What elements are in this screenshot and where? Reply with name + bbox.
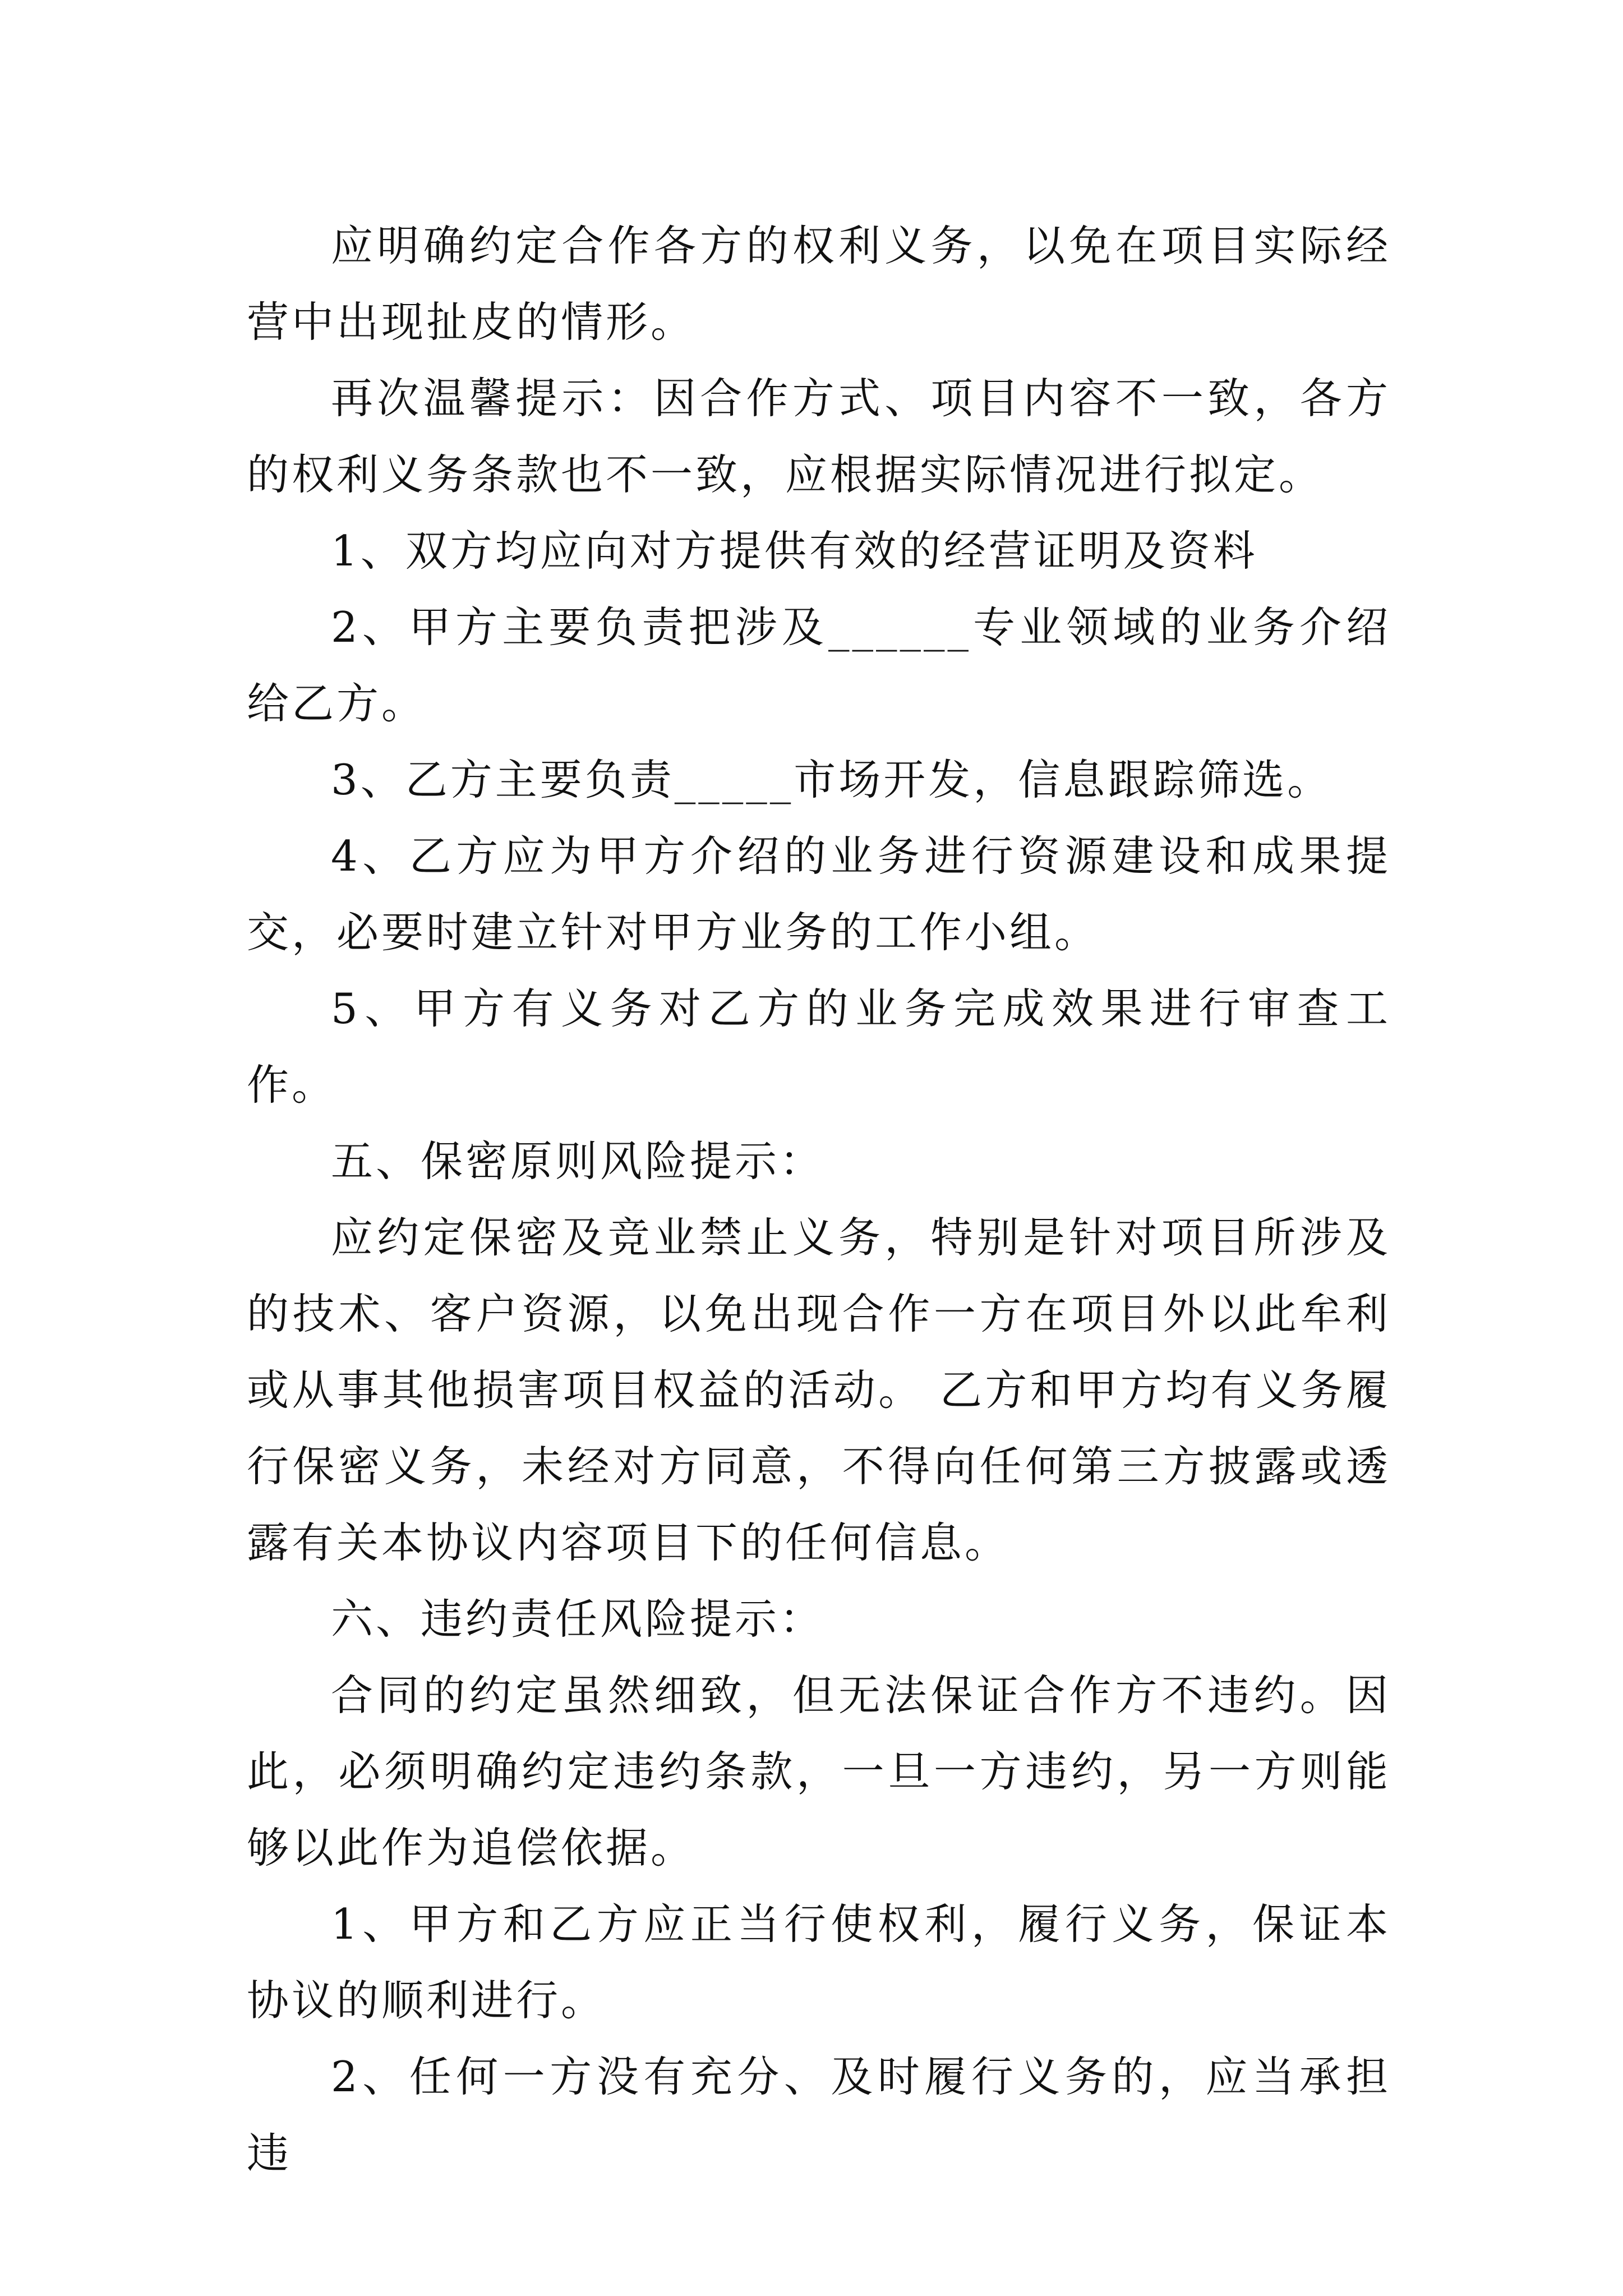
section-heading-liability: 六、违约责任风险提示：	[331, 1594, 825, 1644]
document-body	[247, 208, 1391, 2191]
paragraph-item-2: 2、甲方主要负责把涉及______专业领域的业务介绍给乙方。	[247, 602, 1391, 728]
paragraph-item-3: 3、乙方主要负责_____市场开发，信息跟踪筛选。	[331, 755, 1332, 804]
paragraph-rights-obligations: 应明确约定合作各方的权利义务，以免在项目实际经营中出现扯皮的情形。	[247, 221, 1391, 347]
paragraph-liability: 合同的约定虽然细致，但无法保证合作方不违约。因此，必须明确约定违约条款，一旦一方违约，另一方则能够以此作为追偿依据。	[247, 1671, 1391, 1872]
paragraph-confidentiality: 应约定保密及竞业禁止义务，特别是针对项目所涉及的技术、客户资源，以免出现合作一方在项目外以此牟利或从事其他损害项目权益的活动。 乙方和甲方均有义务履行保密义务，未经对方同意，不得向任何第三方披露或透露有关本协议内容项目下的任何信息。	[247, 1213, 1391, 1567]
paragraph-liability-item-2: 2、任何一方没有充分、及时履行义务的，应当承担违	[247, 2052, 1391, 2178]
paragraph-item-1: 1、双方均应向对方提供有效的经营证明及资料	[331, 526, 1258, 576]
paragraph-item-5: 5、甲方有义务对乙方的业务完成效果进行审查工作。	[247, 984, 1391, 1110]
section-heading-confidentiality: 五、保密原则风险提示：	[331, 1137, 825, 1186]
paragraph-item-4: 4、乙方应为甲方介绍的业务进行资源建设和成果提交，必要时建立针对甲方业务的工作小组。	[247, 831, 1391, 957]
paragraph-reminder: 再次温馨提示：因合作方式、项目内容不一致，各方的权利义务条款也不一致，应根据实际情况进行拟定。	[247, 374, 1391, 499]
paragraph-liability-item-1: 1、甲方和乙方应正当行使权利，履行义务，保证本协议的顺利进行。	[247, 1899, 1391, 2025]
